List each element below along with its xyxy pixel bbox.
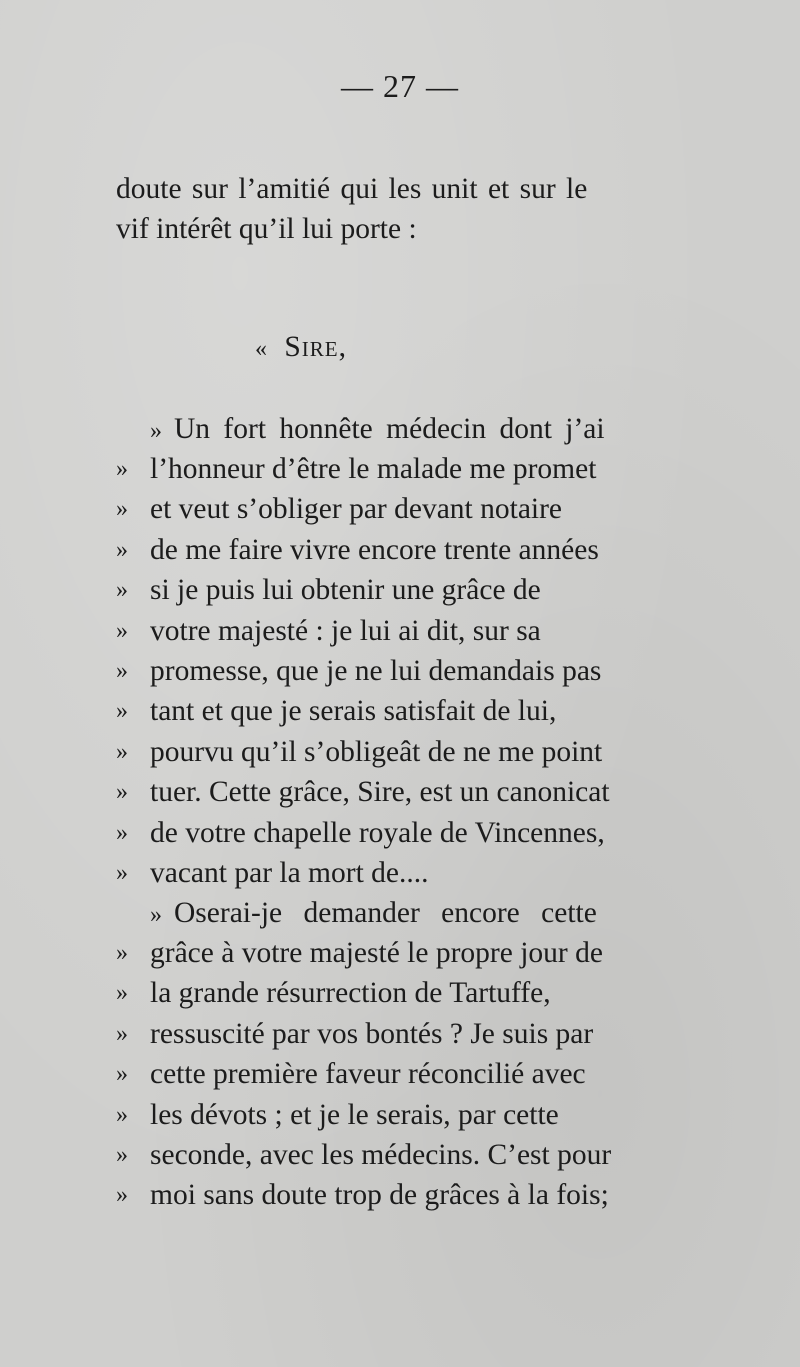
quote-mark: » bbox=[116, 1142, 128, 1168]
text-line: et veut s’obliger par devant notaire bbox=[150, 493, 563, 526]
open-quote: « bbox=[255, 336, 267, 362]
quote-mark: » bbox=[116, 1061, 128, 1088]
line-text: Un fort honnête médecin dont j’ai bbox=[174, 413, 605, 445]
intro-line: vif intérêt qu’il lui porte : bbox=[116, 213, 417, 245]
text-line: cette première faveur réconcilié avec bbox=[150, 1058, 586, 1091]
paragraph-2-first-line bbox=[150, 893, 597, 935]
letter-salutation bbox=[255, 327, 347, 369]
quote-mark: » bbox=[116, 536, 128, 563]
text-line: de me faire vivre encore trente années bbox=[150, 533, 599, 566]
quote-mark: » bbox=[116, 496, 128, 523]
text-line: grâce à votre majesté le propre jour de bbox=[150, 937, 603, 969]
text-line: seconde, avec les médecins. C’est pour bbox=[150, 1139, 612, 1171]
quote-mark: » bbox=[116, 860, 128, 886]
salutation-text: Sire, bbox=[284, 331, 347, 363]
quote-mark: » bbox=[116, 819, 128, 846]
text-line: les dévots ; et je le serais, par cette bbox=[150, 1098, 559, 1131]
text-line: si je puis lui obtenir une grâce de bbox=[150, 574, 541, 607]
quote-mark: » bbox=[116, 1182, 128, 1209]
quote-mark: » bbox=[116, 617, 128, 644]
quote-mark: » bbox=[116, 577, 128, 604]
text-line: de votre chapelle royale de Vincennes, bbox=[150, 816, 605, 849]
text-line: vacant par la mort de.... bbox=[150, 857, 429, 889]
paragraph-1-first-line bbox=[150, 409, 605, 451]
text-line: tant et que je serais satisfait de lui, bbox=[150, 695, 557, 728]
text-line: l’honneur d’être le malade me promet bbox=[150, 453, 597, 485]
text-line: tuer. Cette grâce, Sire, est un canonicat bbox=[150, 776, 610, 809]
quote-mark: » bbox=[116, 940, 128, 966]
quote-mark: » bbox=[116, 738, 128, 765]
quote-mark: » bbox=[116, 1020, 128, 1047]
quote-mark: » bbox=[116, 1101, 128, 1128]
line-text: Oserai-je demander encore cette bbox=[174, 897, 597, 929]
quote-mark: » bbox=[116, 980, 128, 1007]
text-line: moi sans doute trop de grâces à la fois; bbox=[150, 1179, 609, 1212]
intro-line: doute sur l’amitié qui les unit et sur le bbox=[116, 173, 588, 205]
quote-mark: » bbox=[116, 456, 128, 482]
text-line: pourvu qu’il s’obligeât de ne me point bbox=[150, 735, 603, 768]
quote-mark: » bbox=[116, 698, 128, 725]
quote-mark: » bbox=[150, 902, 162, 928]
text-line: promesse, que je ne lui demandais pas bbox=[150, 655, 602, 687]
text-line: la grande résurrection de Tartuffe, bbox=[150, 977, 551, 1010]
page-number: — 27 — bbox=[341, 68, 459, 104]
quote-mark: » bbox=[150, 418, 162, 444]
text-line: ressuscité par vos bontés ? Je suis par bbox=[150, 1017, 594, 1050]
quote-mark: » bbox=[116, 779, 128, 806]
quote-mark: » bbox=[116, 658, 128, 684]
text-line: votre majesté : je lui ai dit, sur sa bbox=[150, 614, 541, 647]
